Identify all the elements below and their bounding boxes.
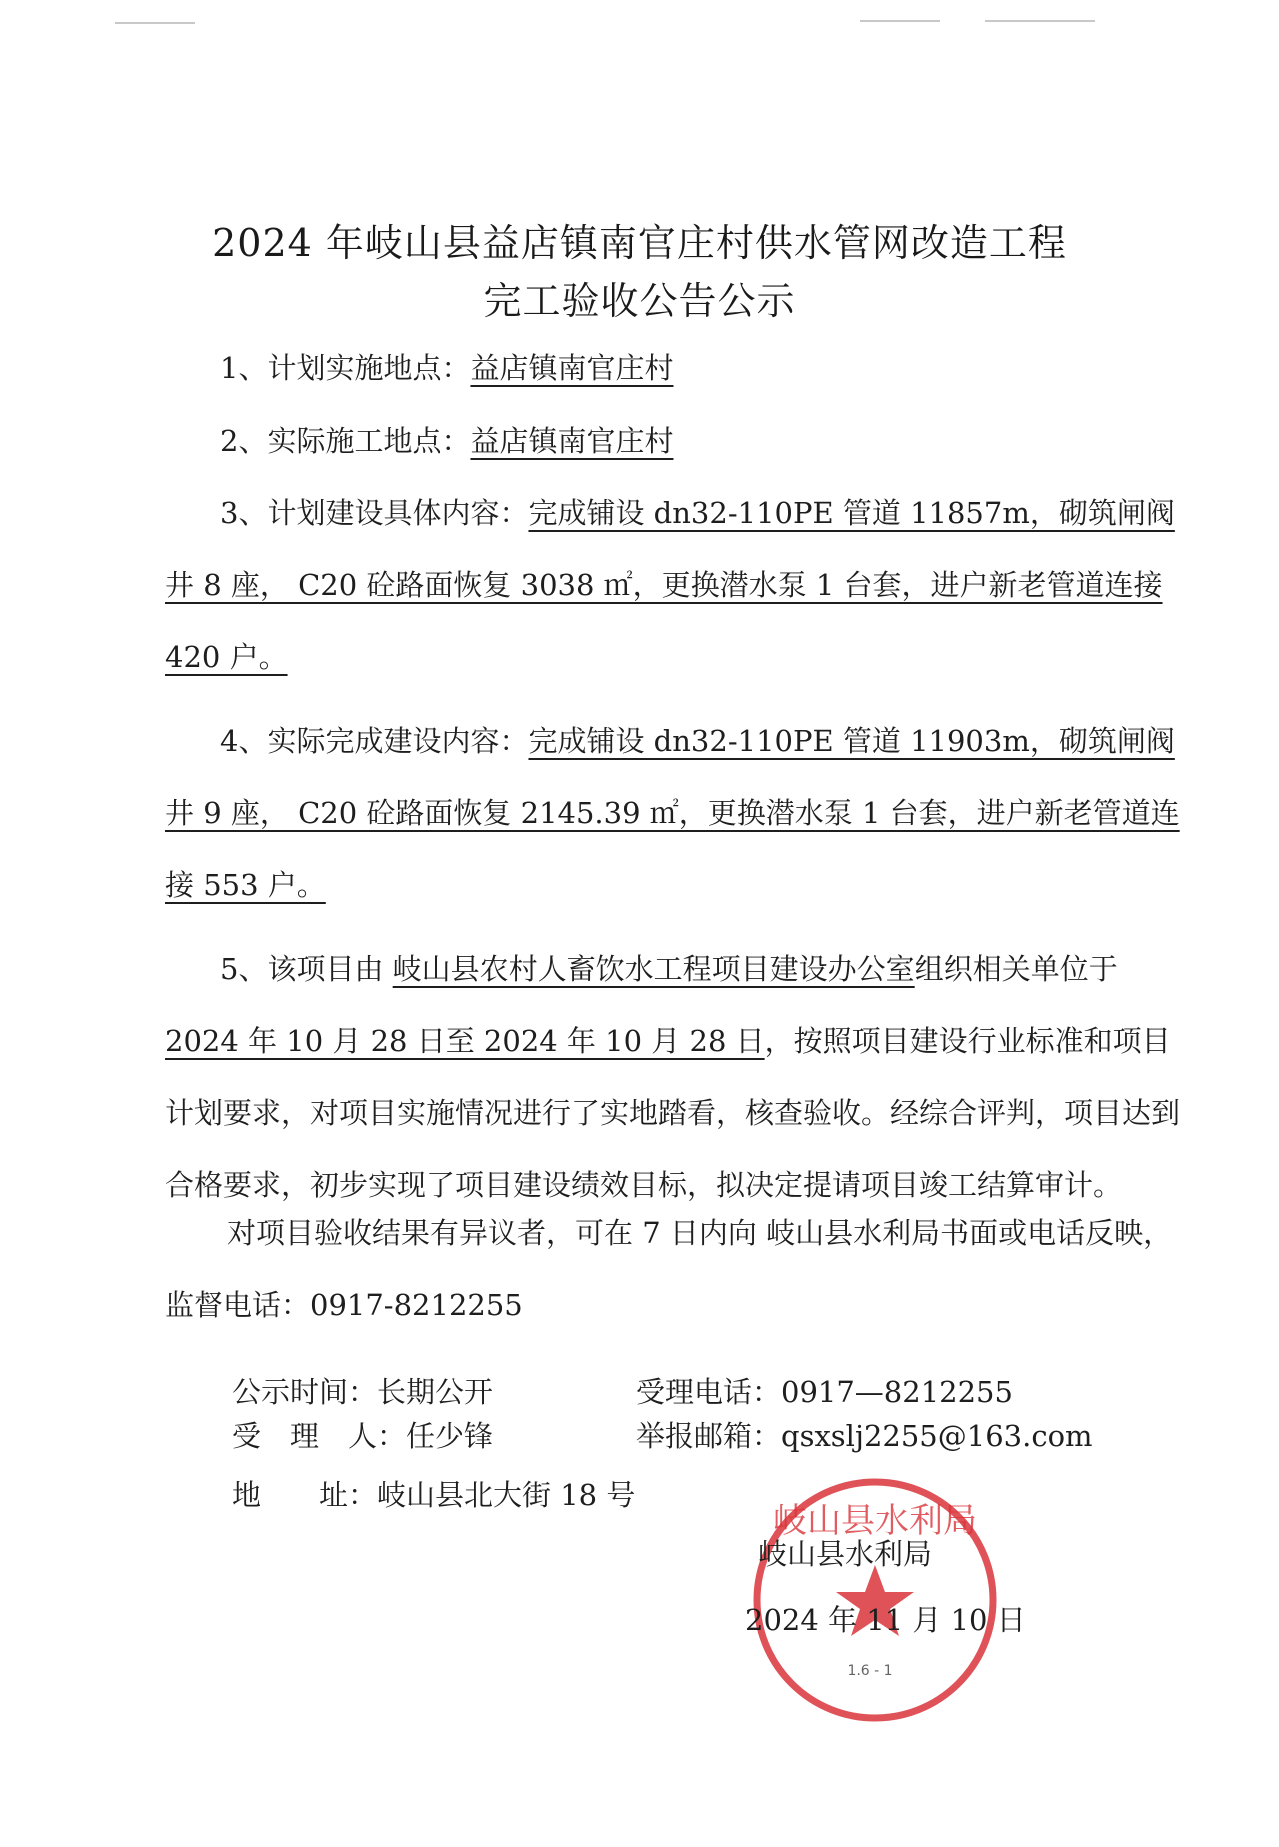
signing-date: 2024 年 11 月 10 日 [745, 1603, 1026, 1637]
item-text: 5、该项目由 [220, 952, 393, 986]
item-actual-content [165, 705, 1185, 921]
objection-notice: 对项目验收结果有异议者，可在 7 日内向 岐山县水利局书面或电话反映，监督电话：0917-8212255 [165, 1216, 1173, 1322]
acceptance-dates: 2024 年 10 月 28 日至 2024 年 10 月 28 日 [165, 1024, 765, 1058]
publication-time: 公示时间：长期公开 [232, 1375, 494, 1409]
contact-phone: 受理电话：0917—8212255 [636, 1375, 1013, 1409]
scan-artifact [860, 20, 940, 22]
scan-artifact [115, 22, 195, 24]
item-text: ，按照项目建设行业标准和项目计划要求，对项目实施情况进行了实地踏看，核查验收。经综合评判，项目达到合格要求，初步实现了项目建设绩效目标，拟决定提请项目竣工结算审计。 [165, 1024, 1181, 1202]
item-value: 完成铺设 dn32-110PE 管道 11857m，砌筑闸阀井 8 座， C20 砼路面恢复 3038 ㎡，更换潜水泵 1 台套，进户新老管道连接 420 户。 [165, 496, 1175, 674]
scan-artifact [985, 20, 1095, 22]
item-label: 3、计划建设具体内容： [220, 496, 529, 530]
item-label: 1、计划实施地点： [220, 351, 471, 385]
item-value: 益店镇南官庄村 [470, 424, 674, 458]
item-value: 完成铺设 dn32-110PE 管道 11903m，砌筑闸阀井 9 座， C20 砼路面恢复 2145.39 ㎡，更换潜水泵 1 台套，进户新老管道连接 553 户。 [165, 724, 1180, 902]
signing-organization: 岐山县水利局 [758, 1537, 933, 1571]
item-text: 组织相关单位于 [914, 952, 1118, 986]
report-email: 举报邮箱：qsxslj2255@163.com [636, 1419, 1093, 1453]
item-planned-content [165, 477, 1185, 693]
item-planned-location [220, 332, 673, 404]
item-value: 益店镇南官庄村 [470, 351, 674, 385]
item-label: 4、实际完成建设内容： [220, 724, 529, 758]
item-actual-location [220, 405, 673, 477]
item-acceptance [165, 933, 1185, 1221]
item-label: 2、实际施工地点： [220, 424, 471, 458]
office-address: 地 址：岐山县北大街 18 号 [232, 1478, 636, 1512]
contact-person: 受 理 人：任少锋 [232, 1419, 494, 1453]
document-subtitle: 完工验收公告公示 [483, 279, 796, 323]
stamp-code: 1.6 - 1 [847, 1663, 893, 1679]
stamp-text: 岐山县水利局 [773, 1501, 977, 1541]
document-title: 2024 年岐山县益店镇南官庄村供水管网改造工程 [212, 221, 1067, 265]
organizer-name: 岐山县农村人畜饮水工程项目建设办公室 [392, 952, 915, 986]
